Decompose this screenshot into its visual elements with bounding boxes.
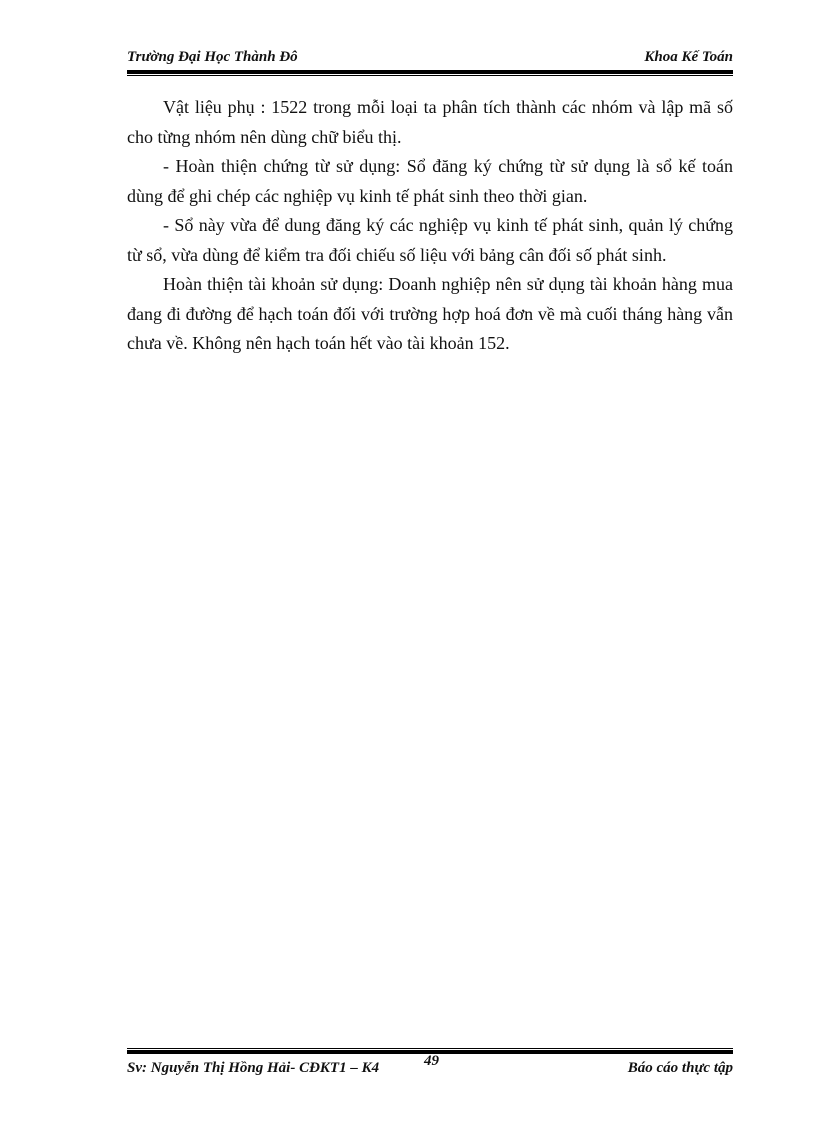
header-rule-thick [127, 70, 733, 74]
paragraph-register-purpose: - Sổ này vừa để dung đăng ký các nghiệp vụ kinh tế phát sinh, quản lý chứng từ sổ, vừa dùng để kiểm tra đối chiếu số liệu với bảng cân đối số phát sinh. [127, 215, 733, 265]
body-content [127, 93, 733, 359]
page-number: 49 [424, 1053, 439, 1069]
paragraph-account-improvement: Hoàn thiện tài khoản sử dụng: Doanh nghiệp nên sử dụng tài khoản hàng mua đang đi đường để hạch toán đối với trường hợp hoá đơn về mà cuối tháng hàng vẫn chưa về. Không nên hạch toán hết vào tài khoản 152. [127, 274, 733, 353]
header-rule-thin [127, 75, 733, 76]
footer-student-info: Sv: Nguyễn Thị Hồng Hải- CĐKT1 – K4 [127, 1060, 380, 1076]
footer-report-type: Báo cáo thực tập [627, 1060, 733, 1076]
paragraph-voucher-improvement: - Hoàn thiện chứng từ sử dụng: Sổ đăng ký chứng từ sử dụng là sổ kế toán dùng để ghi chép các nghiệp vụ kinh tế phát sinh theo thời gian. [127, 156, 733, 206]
header-department: Khoa Kế Toán [644, 49, 733, 65]
paragraph-auxiliary-materials: Vật liệu phụ : 1522 trong mỗi loại ta phân tích thành các nhóm và lập mã số cho từng nhóm nên dùng chữ biểu thị. [127, 97, 733, 147]
header-school-name: Trường Đại Học Thành Đô [127, 49, 298, 65]
page-header [127, 49, 733, 69]
footer-rule-thin [127, 1048, 733, 1049]
